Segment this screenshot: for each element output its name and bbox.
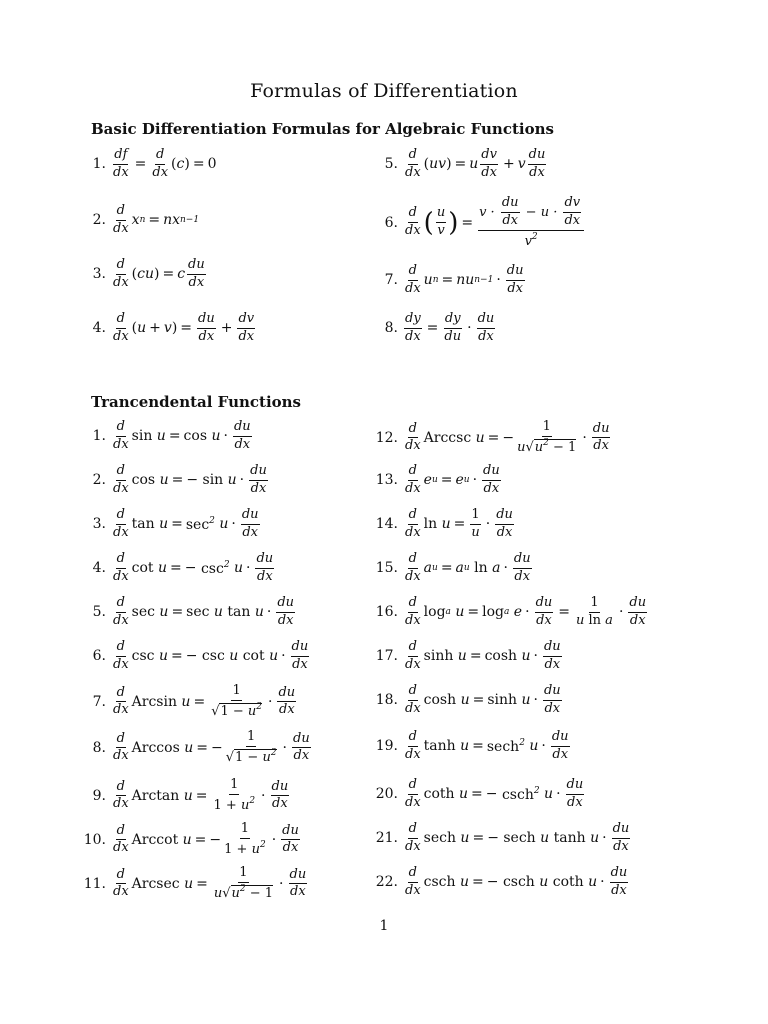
formula-number: 6. (384, 214, 398, 231)
formula-transcendental-9: 9. $\frac{d}{dx}$ Arctan u = $\frac{1}{1 + u^2}$ · $\frac{du}{dx}$ (78, 778, 291, 814)
formula-algebraic-5: 5. $\frac{d}{dx}$ ( uv ) = u $\frac{dv}{dx}$ + v $\frac{du}{dx}$ (370, 148, 548, 181)
formula-transcendental-4: 4. $\frac{d}{dx}$ cot u = − $\csc^2$ u · $\frac{du}{dx}$ (78, 552, 276, 585)
formula-transcendental-13: 13. $\frac{d}{dx}$ e u = e u · $\frac{du}{dx}$ (370, 464, 503, 497)
formula-transcendental-5: 5. $\frac{d}{dx}$ sec u = sec u tan u · $\frac{du}{dx}$ (78, 596, 297, 629)
formula-number: 14. (375, 516, 398, 533)
formula-number: 18. (375, 692, 398, 709)
formula-number: 15. (375, 560, 398, 577)
formula-transcendental-16: 16. $\frac{d}{dx}$ log a u = log a e · $\frac{du}{dx}$ = $\frac{1}{\text{u ln a}}$ · $\frac{du}{dx}$ (370, 596, 649, 629)
formula-algebraic-7: 7. $\frac{d}{dx}$ u n = nu n−1 · $\frac{du}{dx}$ (370, 264, 527, 297)
formula-algebraic-4: 4. $\frac{d}{dx}$ ( u + v ) = $\frac{du}{dx}$ + $\frac{dv}{dx}$ (78, 312, 257, 345)
formula-number: 1. (92, 156, 106, 173)
formula-algebraic-1: 1. $\frac{df}{dx}$ = $\frac{d}{dx}$ ( c ) = 0 (78, 148, 216, 181)
section-title-transcendental: Trancendental Functions (91, 393, 301, 411)
formula-transcendental-1: 1. $\frac{d}{dx}$ sin u = cos u · $\frac{du}{dx}$ (78, 420, 254, 453)
formula-number: 11. (83, 875, 106, 892)
formula-number: 19. (375, 738, 398, 755)
formula-transcendental-11: 11. $\frac{d}{dx}$ Arcsec u = $\frac{1}{u√u^2 - 1}$ · $\frac{du}{dx}$ (78, 866, 309, 902)
formula-number: 13. (375, 472, 398, 489)
formula-number: 4. (92, 560, 106, 577)
formula-transcendental-19: 19. $\frac{d}{dx}$ tanh u = sech$^2$ u · $\frac{du}{dx}$ (370, 730, 572, 763)
formula-transcendental-6: 6. $\frac{d}{dx}$ csc u = − csc u cot u · $\frac{du}{dx}$ (78, 640, 311, 673)
formula-number: 3. (92, 266, 106, 283)
formula-number: 2. (92, 472, 106, 489)
formula-number: 16. (375, 604, 398, 621)
formula-number: 21. (375, 830, 398, 847)
formula-number: 9. (92, 787, 106, 804)
formula-transcendental-21: 21. $\frac{d}{dx}$ sech u = − sech u tanh u · $\frac{du}{dx}$ (370, 822, 632, 855)
formula-number: 7. (384, 272, 398, 289)
formula-algebraic-8: 8. $\frac{dy}{dx}$ = $\frac{dy}{du}$ · $\frac{du}{dx}$ (370, 312, 497, 345)
formula-transcendental-3: 3. $\frac{d}{dx}$ tan u = $\sec^2$ u · $\frac{du}{dx}$ (78, 508, 262, 541)
formula-transcendental-18: 18. $\frac{d}{dx}$ cosh u = sinh u · $\frac{du}{dx}$ (370, 684, 564, 717)
formula-transcendental-20: 20. $\frac{d}{dx}$ coth u = − csch$^2$ u · $\frac{du}{dx}$ (370, 778, 586, 811)
page-title: Formulas of Differentiation (250, 80, 518, 102)
formula-number: 17. (375, 648, 398, 665)
formula-transcendental-7: 7. $\frac{d}{dx}$ Arcsin u = $\frac{1}{√1 - u^2}$ · $\frac{du}{dx}$ (78, 684, 298, 720)
formula-transcendental-15: 15. $\frac{d}{dx}$ a u = a u ln a · $\frac{du}{dx}$ (370, 552, 534, 585)
formula-number: 22. (375, 874, 398, 891)
formula-transcendental-2: 2. $\frac{d}{dx}$ cos u = − sin u · $\frac{du}{dx}$ (78, 464, 270, 497)
formula-number: 7. (92, 693, 106, 710)
formula-algebraic-3: 3. $\frac{d}{dx}$ ( cu ) = c $\frac{du}{dx}$ (78, 258, 208, 291)
formula-number: 10. (83, 831, 106, 848)
formula-number: 6. (92, 648, 106, 665)
formula-number: 1. (92, 428, 106, 445)
formula-number: 2. (92, 212, 106, 229)
formula-transcendental-17: 17. $\frac{d}{dx}$ sinh u = cosh u · $\frac{du}{dx}$ (370, 640, 564, 673)
formula-transcendental-8: 8. $\frac{d}{dx}$ Arccos u = − $\frac{1}{√1 - u^2}$ · $\frac{du}{dx}$ (78, 730, 313, 766)
formula-number: 5. (384, 156, 398, 173)
formula-number: 20. (375, 786, 398, 803)
formula-number: 3. (92, 516, 106, 533)
formula-algebraic-2: 2. $\frac{d}{dx}$ x n = nx n−1 (78, 204, 199, 237)
formula-transcendental-14: 14. $\frac{d}{dx}$ ln u = $\frac{1}{u}$ · $\frac{du}{dx}$ (370, 508, 516, 541)
formula-algebraic-6: 6. $\frac{d}{dx}$ ( $\frac{u}{v}$ ) = v · $\frac{du}{dx}$ − u · $\frac{dv}{dx}$ $v^2$ (370, 196, 586, 250)
page-number: 1 (379, 918, 389, 934)
formula-number: 5. (92, 604, 106, 621)
formula-number: 12. (375, 429, 398, 446)
section-title-algebraic: Basic Differentiation Formulas for Algebraic Functions (91, 120, 554, 138)
formula-number: 4. (92, 320, 106, 337)
formula-transcendental-10: 10. $\frac{d}{dx}$ Arccot u = − $\frac{1}{1 + u^2}$ · $\frac{du}{dx}$ (78, 822, 302, 858)
formula-transcendental-22: 22. $\frac{d}{dx}$ csch u = − csch u coth u · $\frac{du}{dx}$ (370, 866, 630, 899)
formula-number: 8. (384, 320, 398, 337)
formula-number: 8. (92, 739, 106, 756)
formula-transcendental-12: 12. $\frac{d}{dx}$ Arccsc u = − $\frac{1}{u√u^2 - 1}$ · $\frac{du}{dx}$ (370, 420, 612, 456)
